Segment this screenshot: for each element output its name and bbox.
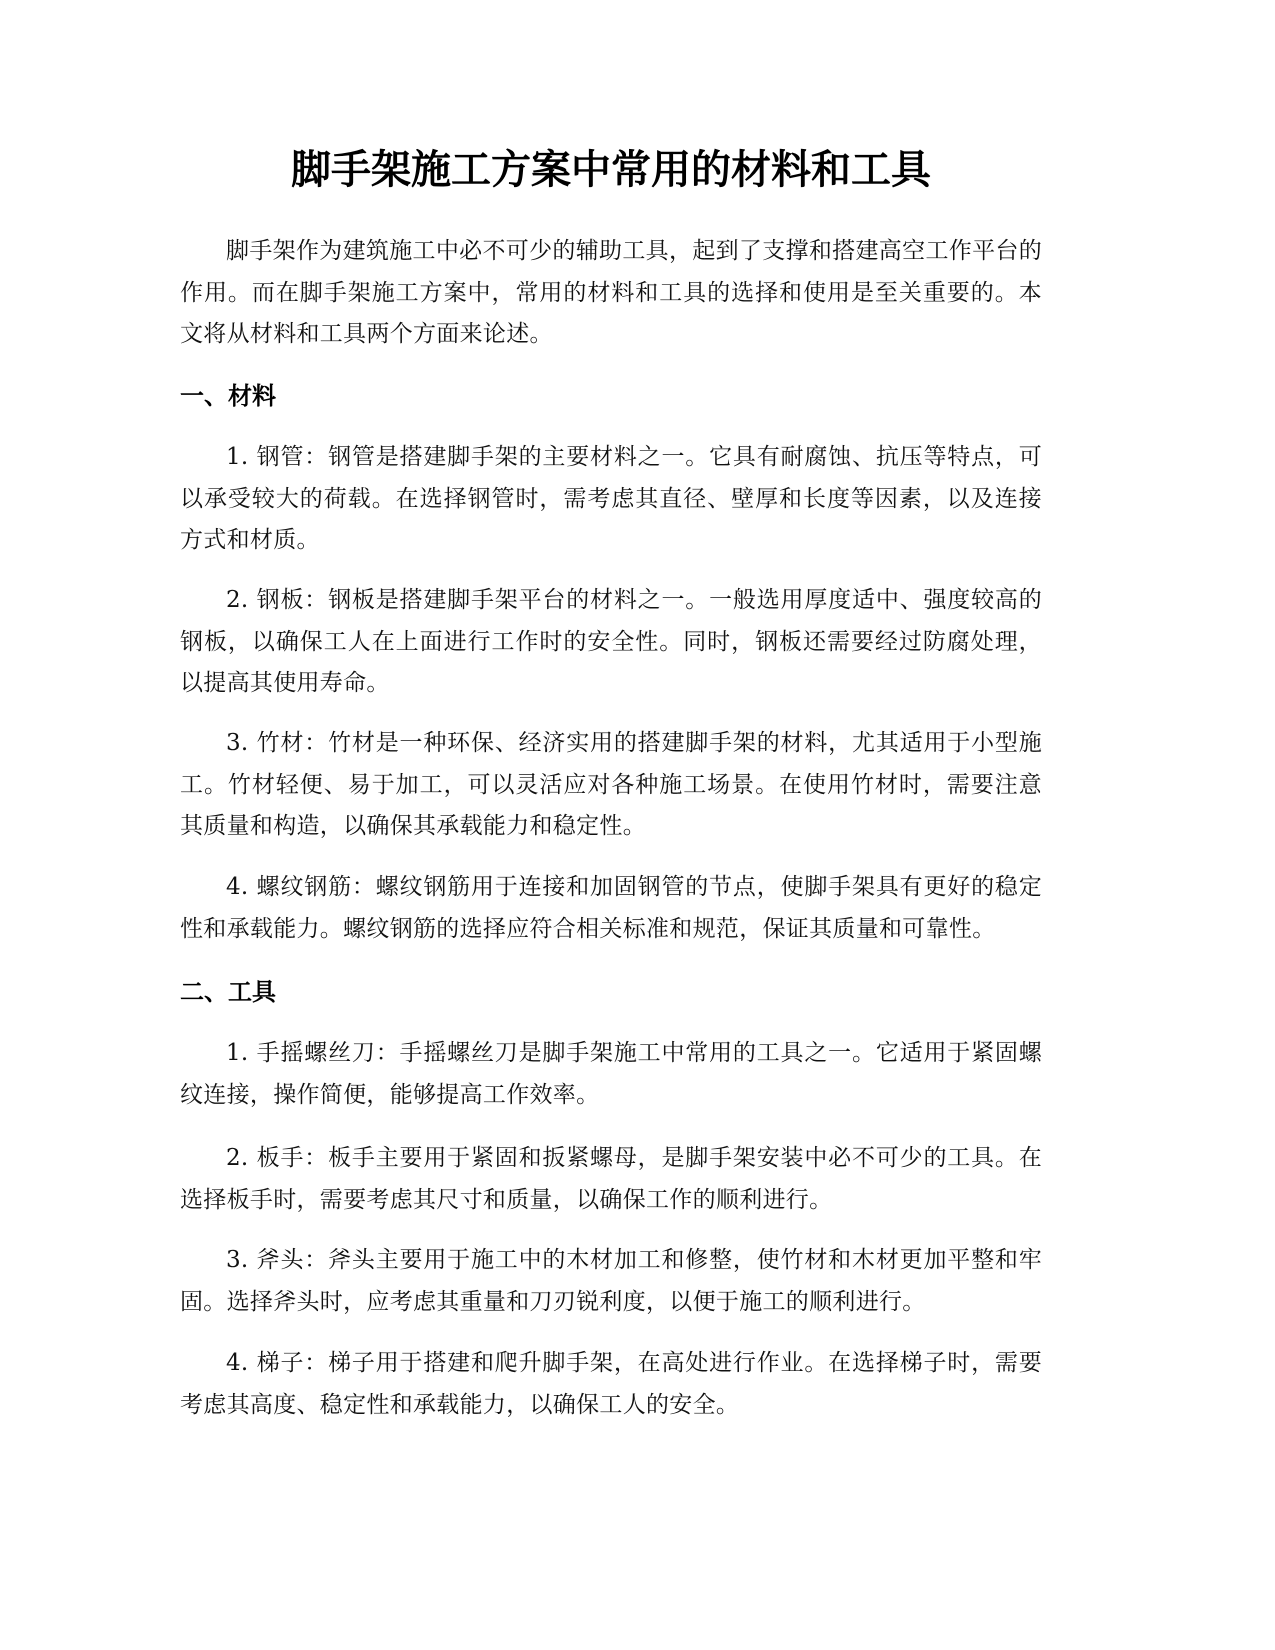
materials-item-2-block (180, 580, 1042, 705)
materials-item-4-block (180, 867, 1042, 950)
list-item: 2. 板手：板手主要用于紧固和扳紧螺母，是脚手架安装中必不可少的工具。在选择板手时，需要考虑其尺寸和质量，以确保工作的顺利进行。 (180, 1145, 1042, 1213)
document-title: 脚手架施工方案中常用的材料和工具 (291, 147, 931, 193)
tools-item-4-block (180, 1343, 1042, 1426)
materials-item-1-block (180, 437, 1042, 562)
intro-block (180, 231, 1042, 356)
tools-item-3-block (180, 1240, 1042, 1323)
list-item: 1. 手摇螺丝刀：手摇螺丝刀是脚手架施工中常用的工具之一。它适用于紧固螺纹连接，操作简便，能够提高工作效率。 (180, 1040, 1042, 1108)
list-item: 1. 钢管：钢管是搭建脚手架的主要材料之一。它具有耐腐蚀、抗压等特点，可以承受较大的荷载。在选择钢管时，需考虑其直径、壁厚和长度等因素，以及连接方式和材质。 (180, 444, 1042, 553)
section-materials-heading-block (180, 378, 1042, 414)
section-heading-tools: 二、工具 (180, 978, 276, 1006)
tools-item-1-block (180, 1033, 1042, 1116)
list-item: 4. 梯子：梯子用于搭建和爬升脚手架，在高处进行作业。在选择梯子时，需要考虑其高度、稳定性和承载能力，以确保工人的安全。 (180, 1350, 1042, 1418)
list-item: 2. 钢板：钢板是搭建脚手架平台的材料之一。一般选用厚度适中、强度较高的钢板，以确保工人在上面进行工作时的安全性。同时，钢板还需要经过防腐处理，以提高其使用寿命。 (180, 587, 1042, 696)
materials-item-3-block (180, 723, 1042, 848)
list-item: 4. 螺纹钢筋：螺纹钢筋用于连接和加固钢管的节点，使脚手架具有更好的稳定性和承载能力。螺纹钢筋的选择应符合相关标准和规范，保证其质量和可靠性。 (180, 874, 1042, 942)
tools-item-2-block (180, 1138, 1042, 1221)
list-item: 3. 斧头：斧头主要用于施工中的木材加工和修整，使竹材和木材更加平整和牢固。选择斧头时，应考虑其重量和刀刃锐利度，以便于施工的顺利进行。 (180, 1247, 1042, 1315)
list-item: 3. 竹材：竹材是一种环保、经济实用的搭建脚手架的材料，尤其适用于小型施工。竹材轻便、易于加工，可以灵活应对各种施工场景。在使用竹材时，需要注意其质量和构造，以确保其承载能力和稳定性。 (180, 730, 1042, 839)
section-heading-materials: 一、材料 (180, 382, 276, 410)
intro-paragraph: 脚手架作为建筑施工中必不可少的辅助工具，起到了支撑和搭建高空工作平台的作用。而在脚手架施工方案中，常用的材料和工具的选择和使用是至关重要的。本文将从材料和工具两个方面来论述。 (180, 238, 1042, 347)
section-tools-heading-block (180, 974, 1042, 1010)
